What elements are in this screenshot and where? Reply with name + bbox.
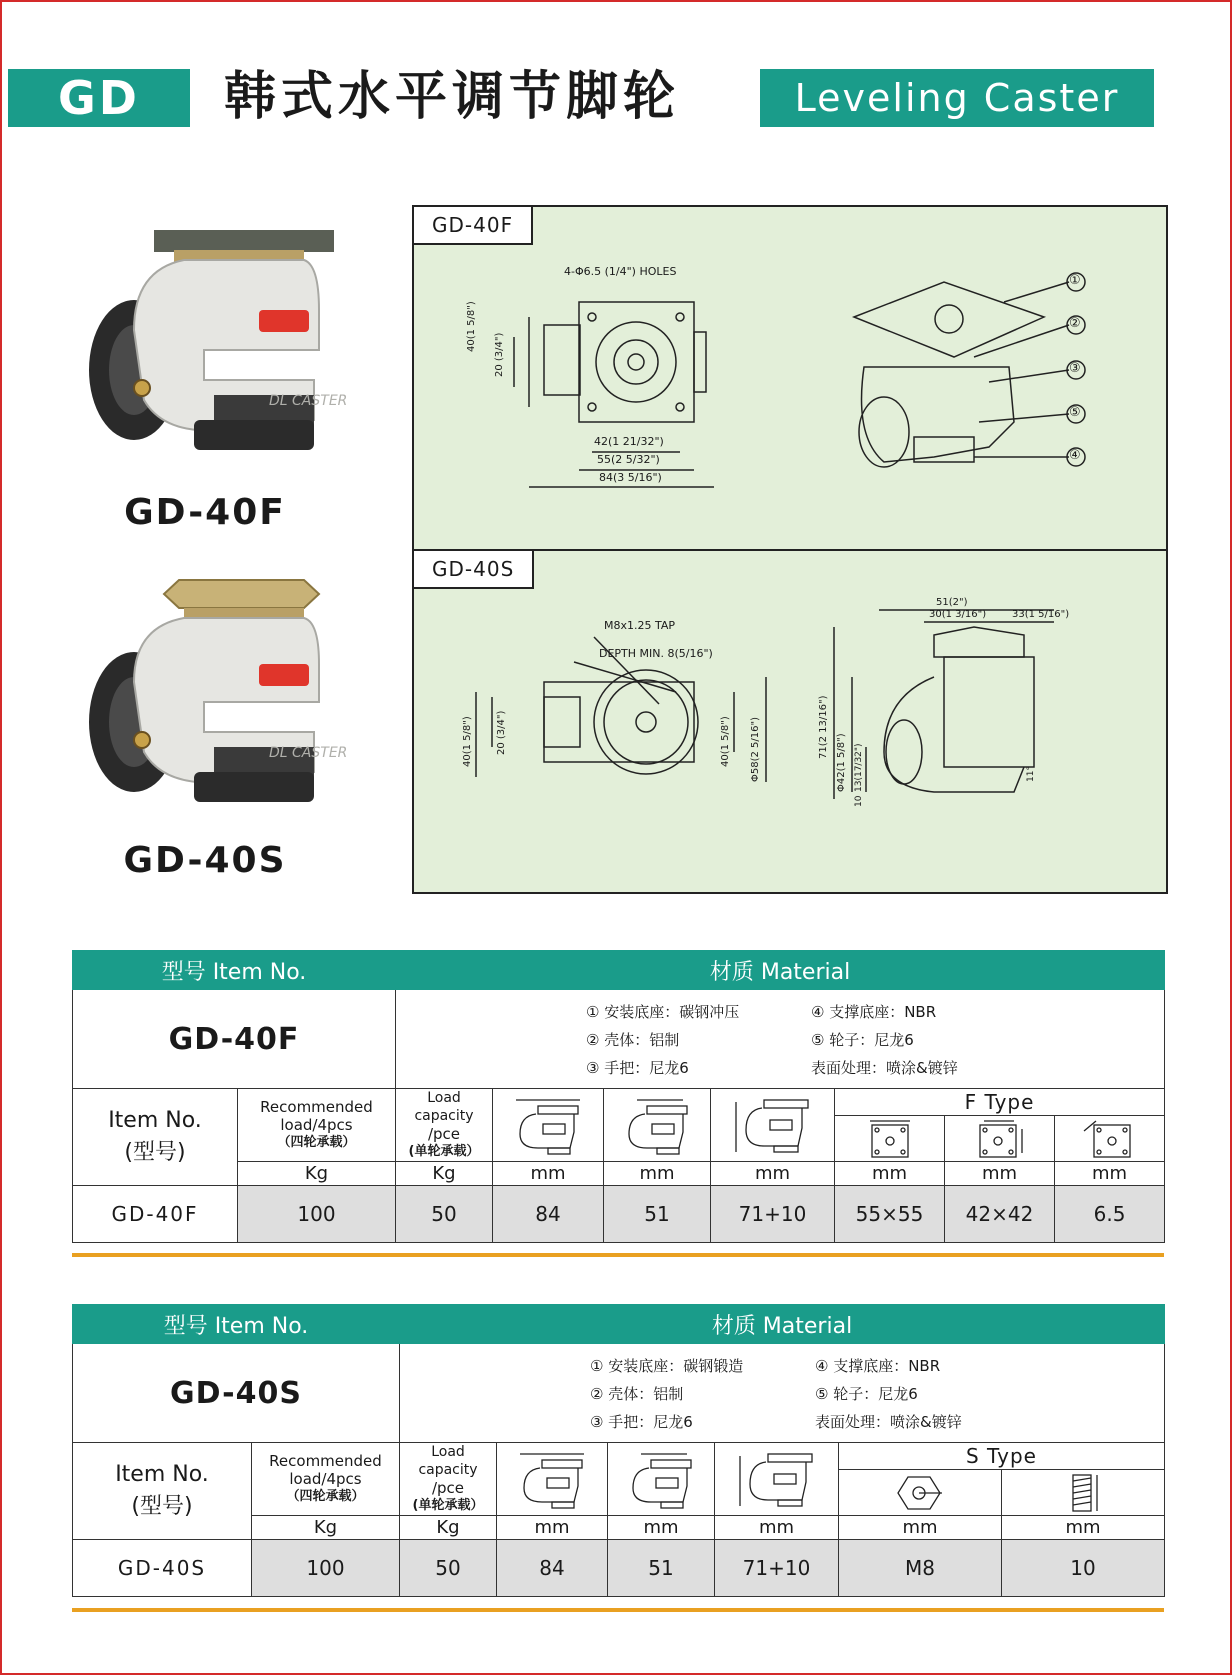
series-tag: GD: [8, 69, 190, 127]
value-length: 84: [493, 1186, 604, 1243]
col-rec-load-l2: load/4pcs: [289, 1470, 362, 1488]
drawing-label-s-dim-40-left: 40(1 5/8"): [462, 716, 473, 767]
material-list-40f: [396, 990, 1165, 1089]
row-item-40s: GD-40S: [73, 1540, 252, 1597]
col-rec-load-l3: （四轮承载）: [277, 1135, 356, 1150]
drawing-label-s-dim-51: 51(2"): [936, 597, 968, 608]
col-item-no: [73, 1089, 238, 1186]
material-item: ① 安装底座：碳钢冲压: [586, 1002, 740, 1021]
header-item-no: 型号 Item No.: [73, 1305, 400, 1344]
unit-cell: mm: [497, 1516, 608, 1540]
unit-cell: Kg: [400, 1516, 497, 1540]
value-rec-load: 100: [238, 1186, 396, 1243]
value-hole-spacing: 42×42: [945, 1186, 1055, 1243]
header-material: 材质 Material: [400, 1305, 1165, 1344]
english-title-tag: Leveling Caster: [760, 69, 1154, 127]
product-label-40s: GD-40S: [123, 840, 287, 881]
callout-5: ⑤: [1069, 405, 1081, 420]
col-rec-load-l2: load/4pcs: [280, 1116, 353, 1134]
drawing-label-s-dim-10: 10: [854, 795, 864, 807]
col-load-cap-l2: /pce: [427, 1125, 461, 1143]
unit-cell: mm: [604, 1162, 711, 1186]
drawing-tab-40f: GD-40F: [414, 207, 533, 245]
callout-4: ④: [1069, 448, 1081, 463]
dim-length-icon: [497, 1443, 608, 1516]
unit-cell: mm: [839, 1516, 1002, 1540]
row-item-40f: GD-40F: [73, 1186, 238, 1243]
drawing-label-depth: DEPTH MIN. 8(5/16"): [599, 647, 713, 660]
col-rec-load: [252, 1443, 400, 1516]
unit-cell: Kg: [396, 1162, 493, 1186]
unit-cell: mm: [1002, 1516, 1165, 1540]
drawing-label-tap: M8x1.25 TAP: [604, 619, 676, 632]
table-underline-40f: [72, 1253, 1164, 1257]
drawing-label-s-dim-58: Φ58(2 5/16"): [750, 717, 761, 782]
col-rec-load: [238, 1089, 396, 1162]
product-label-40f: GD-40F: [124, 492, 286, 533]
table-underline-40s: [72, 1608, 1164, 1612]
col-load-cap: [396, 1089, 493, 1162]
value-width: 51: [604, 1186, 711, 1243]
material-item: ③ 手把：尼龙6: [586, 1058, 689, 1077]
col-item-no-en: Item No.: [108, 1108, 202, 1133]
drawing-label-f-dim-42: 42(1 21/32"): [594, 435, 664, 448]
material-list-40s: [400, 1344, 1165, 1443]
value-plate-size: 55×55: [835, 1186, 945, 1243]
technical-drawing-panel: [412, 205, 1168, 894]
type-header-f: F Type: [835, 1089, 1165, 1116]
material-item: ④ 支撑底座：NBR: [811, 1002, 937, 1021]
thread-length-icon: [1002, 1470, 1165, 1516]
callout-3: ③: [1069, 361, 1081, 376]
svg-text:DL CASTER: DL CASTER: [269, 745, 348, 761]
material-item: 表面处理：喷涂&镀锌: [815, 1412, 962, 1431]
unit-cell: mm: [835, 1162, 945, 1186]
material-item: ⑤ 轮子：尼龙6: [815, 1384, 918, 1403]
model-name-40s: GD-40S: [73, 1344, 400, 1443]
unit-cell: mm: [1055, 1162, 1165, 1186]
unit-cell: mm: [711, 1162, 835, 1186]
drawing-label-s-dim-13: 13(17/32"): [854, 743, 864, 792]
unit-cell: Kg: [238, 1162, 396, 1186]
type-header-s: S Type: [839, 1443, 1165, 1470]
col-item-no-cn: (型号): [124, 1140, 186, 1165]
drawing-label-s-dim-11deg: 11°: [1026, 766, 1036, 782]
drawing-label-s-dim-30: 30(1 3/16"): [929, 609, 987, 620]
drawing-label-f-dim-55: 55(2 5/32"): [597, 453, 660, 466]
value-thread-size: M8: [839, 1540, 1002, 1597]
spec-table-40f: [72, 950, 1165, 1243]
drawing-label-s-dim-42: Φ42(1 5/8"): [836, 733, 847, 792]
material-item: ③ 手把：尼龙6: [590, 1412, 693, 1431]
value-width: 51: [608, 1540, 715, 1597]
col-load-cap: [400, 1443, 497, 1516]
material-item: ② 壳体：铝制: [590, 1384, 684, 1403]
thread-size-icon: [839, 1470, 1002, 1516]
unit-cell: mm: [715, 1516, 839, 1540]
model-name-40f: GD-40F: [73, 990, 396, 1089]
material-item: ④ 支撑底座：NBR: [815, 1356, 941, 1375]
value-rec-load: 100: [252, 1540, 400, 1597]
col-load-cap-l2: /pce: [431, 1479, 465, 1497]
callout-1: ①: [1069, 273, 1081, 288]
drawing-label-s-dim-40-right: 40(1 5/8"): [720, 716, 731, 767]
col-load-cap-l3: (单轮承载）: [408, 1144, 480, 1159]
drawing-lines: [414, 207, 1166, 892]
value-hole-diameter: 6.5: [1055, 1186, 1165, 1243]
caster-flat-plate-photo: [74, 220, 348, 470]
value-height: 71+10: [711, 1186, 835, 1243]
callout-2: ②: [1069, 316, 1081, 331]
unit-cell: mm: [608, 1516, 715, 1540]
spec-table-40s: [72, 1304, 1165, 1597]
plate-size-icon: [835, 1116, 945, 1162]
dim-width-icon: [608, 1443, 715, 1516]
value-load-cap: 50: [396, 1186, 493, 1243]
drawing-label-holes: 4-Φ6.5 (1/4") HOLES: [564, 265, 677, 278]
drawing-label-s-dim-71: 71(2 13/16"): [818, 695, 829, 759]
dim-width-icon: [604, 1089, 711, 1162]
value-thread-length: 10: [1002, 1540, 1165, 1597]
col-rec-load-l3: （四轮承载）: [286, 1489, 365, 1504]
dim-height-icon: [711, 1089, 835, 1162]
unit-cell: Kg: [252, 1516, 400, 1540]
svg-text:DL CASTER: DL CASTER: [269, 393, 348, 409]
page-title: 韩式水平调节脚轮: [224, 67, 681, 127]
dim-height-icon: [715, 1443, 839, 1516]
drawing-label-f-dim-40: 40(1 5/8"): [466, 301, 477, 352]
material-item: ① 安装底座：碳钢锻造: [590, 1356, 744, 1375]
drawing-label-s-dim-33: 33(1 5/16"): [1012, 609, 1070, 620]
drawing-tab-40s: GD-40S: [414, 551, 534, 589]
header-item-no: 型号 Item No.: [73, 951, 396, 990]
col-rec-load-l1: Recommended: [260, 1098, 373, 1116]
drawing-label-f-dim-84: 84(3 5/16"): [599, 471, 662, 484]
col-load-cap-l1: Load capacity: [418, 1444, 478, 1478]
value-length: 84: [497, 1540, 608, 1597]
header-material: 材质 Material: [396, 951, 1165, 990]
col-item-no: [73, 1443, 252, 1540]
unit-cell: mm: [493, 1162, 604, 1186]
hole-spacing-icon: [945, 1116, 1055, 1162]
material-item: ⑤ 轮子：尼龙6: [811, 1030, 914, 1049]
value-height: 71+10: [715, 1540, 839, 1597]
col-load-cap-l3: (单轮承载）: [412, 1498, 484, 1513]
value-load-cap: 50: [400, 1540, 497, 1597]
col-item-no-cn: (型号): [131, 1494, 193, 1519]
col-load-cap-l1: Load capacity: [414, 1090, 474, 1124]
dim-length-icon: [493, 1089, 604, 1162]
hole-diameter-icon: [1055, 1116, 1165, 1162]
drawing-label-f-dim-20: 20 (3/4"): [494, 332, 505, 377]
material-item: ② 壳体：铝制: [586, 1030, 680, 1049]
material-item: 表面处理：喷涂&镀锌: [811, 1058, 958, 1077]
caster-threaded-stem-photo: [74, 572, 348, 822]
col-item-no-en: Item No.: [115, 1462, 209, 1487]
drawing-label-s-dim-20: 20 (3/4"): [496, 710, 507, 755]
col-rec-load-l1: Recommended: [269, 1452, 382, 1470]
unit-cell: mm: [945, 1162, 1055, 1186]
